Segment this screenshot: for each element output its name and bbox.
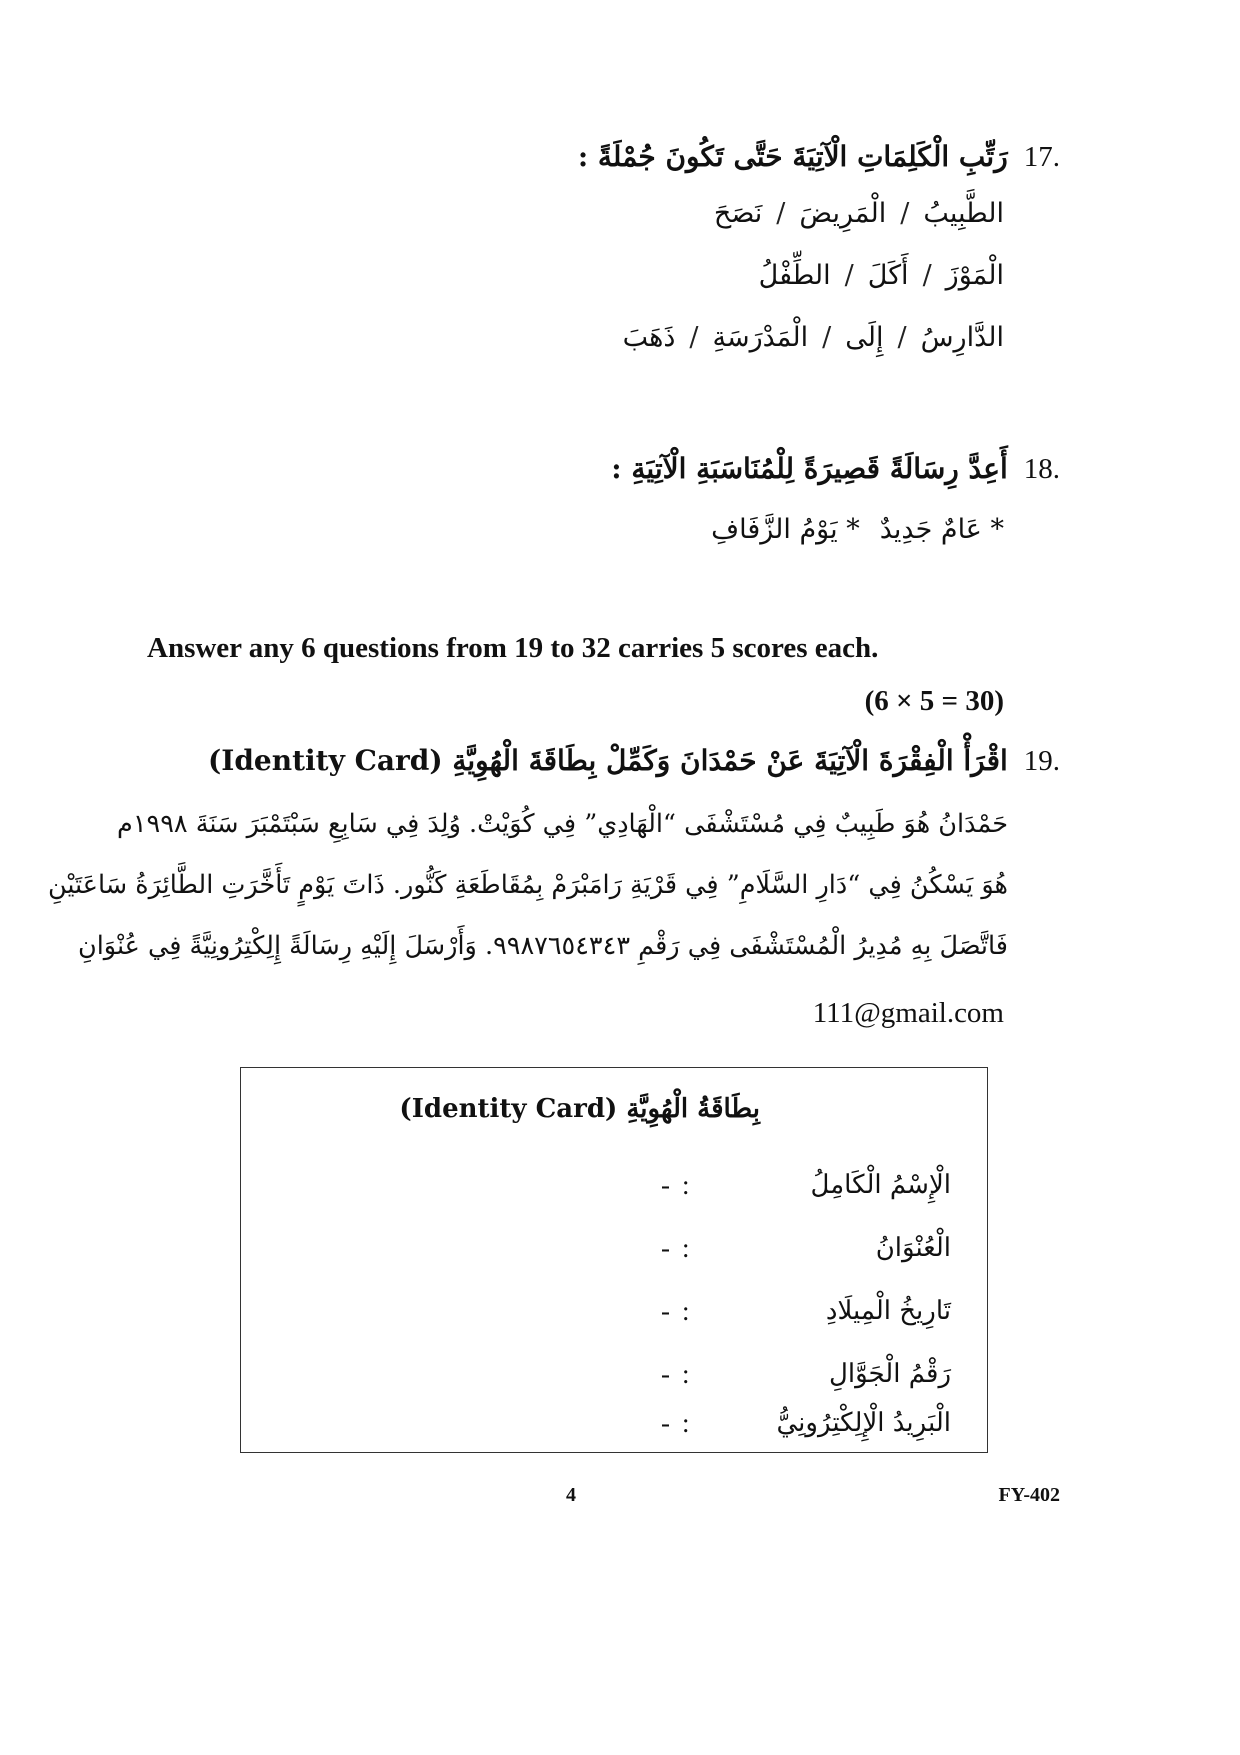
section-instruction: Answer any 6 questions from 19 to 32 carries 5 scores each. (147, 632, 879, 664)
q18-number: 18. (1023, 453, 1060, 485)
card-field-email (661, 1398, 951, 1448)
separator: / (844, 260, 854, 291)
separator: / (922, 260, 932, 291)
card-field-label: الْإِسْمُ الْكَامِلُ (810, 1170, 951, 1200)
q19-number: 19. (1023, 745, 1060, 777)
card-field-label: الْعُنْوَانُ (875, 1233, 951, 1263)
q17-line-1 (714, 198, 1004, 229)
card-field-full-name (661, 1160, 951, 1210)
card-field-label: الْبَرِيدُ الْإِلِكْتِرُونِيُّ (776, 1408, 951, 1438)
q17-instruction: رَتِّبِ الْكَلِمَاتِ الْآتِيَةَ حَتَّى تَكُونَ جُمْلَةً : (577, 140, 1008, 173)
q19-instruction: اقْرَأْ الْفِقْرَةَ الْآتِيَةَ عَنْ حَمْدَانَ وَكَمِّلْ بِطَاقَةَ الْهُوِيَّةِ (Identity Card) (207, 744, 1008, 777)
word: أَكَلَ (867, 260, 909, 291)
card-field-mark: :- (661, 1169, 702, 1200)
word: الطَّبِيبُ (923, 198, 1004, 229)
word: الْمَدْرَسَةِ (712, 322, 809, 353)
q17-line-2 (759, 260, 1004, 291)
occasion-item: * يَوْمُ الزَّفَافِ (711, 514, 860, 545)
card-field-label: رَقْمُ الْجَوَّالِ (828, 1359, 951, 1389)
q18-occasions (711, 514, 1004, 545)
card-field-mark: :- (661, 1232, 702, 1263)
card-field-mark: :- (661, 1295, 702, 1326)
card-field-mark: :- (661, 1358, 702, 1389)
paper-code: FY-402 (998, 1484, 1060, 1506)
word: الطِّفْلُ (758, 260, 831, 291)
card-field-mark: :- (661, 1407, 702, 1438)
word: إِلَى (845, 322, 884, 353)
word: نَصَحَ (713, 198, 763, 229)
section-marks: (6 × 5 = 30) (864, 685, 1004, 717)
card-field-birth-date (661, 1286, 951, 1336)
separator: / (822, 322, 832, 353)
separator: / (689, 322, 699, 353)
word: الْمَوْزَ (945, 260, 1004, 291)
passage-line: هُوَ يَسْكُنُ فِي “دَارِ السَّلَامِ” فِي قَرْيَةِ رَامَبْرَمْ بِمُقَاطَعَةِ كَنُّور. ذَاتَ يَوْمٍ تَأَخَّرَتِ الطَّائِرَةُ سَاعَتَيْنِ (47, 870, 1008, 900)
separator: / (900, 198, 910, 229)
identity-card-title: بِطَاقَةُ الْهُوِيَّةِ (Identity Card) (399, 1094, 760, 1124)
card-field-mobile (661, 1349, 951, 1399)
passage-email: 111@gmail.com (812, 997, 1004, 1029)
word: الْمَرِيضَ (799, 198, 887, 229)
q18-instruction: أَعِدَّ رِسَالَةً قَصِيرَةً لِلْمُنَاسَبَةِ الْآتِيَةِ : (611, 452, 1008, 485)
passage-line: فَاتَّصَلَ بِهِ مُدِيرُ الْمُسْتَشْفَى فِي رَقْمِ ٩٩٨٧٦٥٤٣٤٣. وَأَرْسَلَ إِلَيْهِ رِسَالَةً إِلِكْتِرُونِيَّةً فِي عُنْوَانِ (78, 931, 1008, 961)
q18-heading (611, 452, 1060, 486)
q19-heading (208, 744, 1060, 778)
word: الدَّارِسُ (920, 322, 1004, 353)
card-field-address (661, 1223, 951, 1273)
passage-line: حَمْدَانُ هُوَ طَبِيبٌ فِي مُسْتَشْفَى “الْهَادِي” فِي كُوَيْتْ. وُلِدَ فِي سَابِعِ سَبْتَمْبَرَ سَنَةَ ١٩٩٨م (117, 809, 1008, 839)
q17-number: 17. (1023, 141, 1060, 173)
card-field-label: تَارِيخُ الْمِيلَادِ (825, 1296, 951, 1326)
separator: / (897, 322, 907, 353)
q19-passage (47, 794, 1008, 977)
q17-line-3 (623, 322, 1004, 353)
q17-heading (578, 140, 1060, 174)
page-number: 4 (566, 1484, 576, 1506)
word: ذَهَبَ (622, 322, 676, 353)
identity-card-box (240, 1067, 988, 1453)
separator: / (776, 198, 786, 229)
occasion-item: * عَامٌ جَدِيدٌ (879, 514, 1004, 545)
